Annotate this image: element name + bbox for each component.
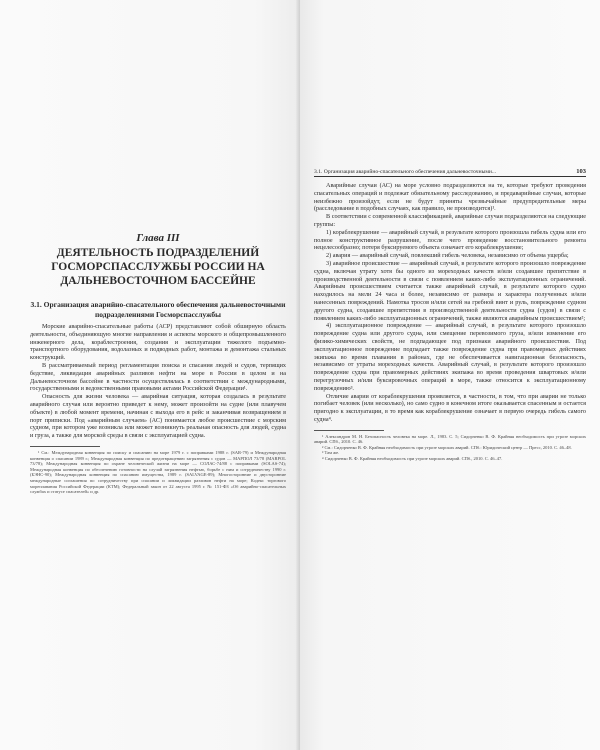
paragraph: Морские аварийно-спасательные работы (АСР) представляют собой обширную область деятельности, объединяющую многие направления и аспекты морского и общепромышленного инженерного дела, кораблестроения, создания и эксплуатации тяжелого подъемно-транспортного оборудования, водолазных и подводных работ, монтажа и демонтажа стальных конструкций. [30,323,286,362]
paragraph: 2) авария — аварийный случай, повлекший гибель человека, независимо от объема ущерба; [326,252,569,260]
footnote: ¹ Александров М. Н. Безопасность человека на море. Л., 1983. С. 5; Сидорченко В. Ф. Крайняя необходимость при угрозе морских аварий. СПб., 2010. С. 46. [314,433,586,445]
chapter-label: Глава III [136,232,180,244]
footnote: ¹ См.: Международная конвенция по поиску и спасанию на море 1979 г. с поправками 1988 г. (SAR-79) и Международная конвенция о спасании 1989 г.; Международная конвенция по предотвращению загрязнения с судов — МАРПОЛ 73/78 (MARPOL 73/78); Международная конвенция по охране человеческой жизни на море — СОЛАС-74/88 с поправками (SOLAS-74); Международная конвенция по обеспечению готовности на случай загрязнения нефтью, борьбе с ним и сотрудничеству 1990 г. (БЭНС-90); Международная конвенция по спасанию имущества, 1989 г. (SALVAGE-89); Многосторонние и двусторонние международные соглашения по сотрудничеству при спасании и ликвидации разливов нефти на море; Кодекс торгового мореплавания Российской Федерации (КТМ); Федеральный закон от 22 августа 1995 г. № 151-ФЗ «Об аварийно-спасательных службах и статусе спасателей» и др. [30,449,286,495]
running-head-text: 3.1. Организация аварийно-спасательного обеспечения дальневосточными... [314,169,497,175]
paragraph: В рассматриваемый период регламентация поиска и спасания людей и судов, терпящих бедствие, ликвидация аварийных разливов нефти на море в России в целом и на Дальневосточном бассейне в частности осуществлялась в соответствии с международными, государственными и ведомственными правовыми актами Российской Федерации¹. [30,361,286,393]
footnote-divider [314,430,384,431]
section-title: 3.1. Организация аварийно-спасательного обеспечения дальневосточными подразделениями Госморспасслужбы [30,300,286,319]
paragraph: Опасность для жизни человека — аварийная ситуация, которая создалась в результате аварийного случая или вероятно приведет к нему, может произойти на судне (или плавучем объекте) в любой момент времени, начиная с выхода его в рейс и заканчивая возвращением в порт приписки. Под «аварийным случаем» (АС) понимается любое происшествие с морским судном, при котором уже возникла или может возникнуть реальная опасность для людей, судна и груза, а также для морской среды в связи с эксплуатацией судна. [30,393,286,440]
paragraph: 3) аварийное происшествие — аварийный случай, в результате которого произошло повреждение судна, включая утрату хотя бы одного из мореходных качеств и/или создавшее препятствие в производственной деятельности в связи с появлением каких-либо эксплуатационных ограничений. Аварийным происшествием считается также аварийный случай, в результате которого судно находилось на мели 24 часа и более, независимо от размера и характера полученных и/или нанесенных повреждений. Намотка тросов и/или сетей на гребной винт и руль, повреждение судном другого судна, создавшее препятствия в производственной деятельности судна (судов) в связи с появлением каких-либо эксплуатационных ограничений, также являются аварийным происшествием²; [314,259,586,322]
paragraph: В соответствии с современной классификацией, аварийные случаи подразделяются на следующие группы: [314,213,586,228]
running-header [314,168,586,177]
right-page [300,0,600,750]
paragraph: Отличие аварии от кораблекрушения проявляется, в частности, в том, что при аварии не только погибает человек (или несколько), но само судно в конечном итоге оказывается спасенным и остается пригодно к эксплуатации, в то время как кораблекрушение означает в первую очередь гибель самого судна⁴. [314,392,586,423]
paragraph: 1) кораблекрушение — аварийный случай, в результате которого произошла гибель судна или его полное конструктивное разрушение, после чего проведение восстановительного ремонта нецелесообразно; потеря буксируемого объекта означает его кораблекрушение; [314,228,586,252]
footnote: ⁴ Сидорченко В. Ф. Крайняя необходимость при угрозе морских аварий. СПб., 2010. С. 46–47. [322,456,503,462]
page-number: 103 [576,168,586,175]
footnote-divider [30,446,100,447]
chapter-title: ДЕЯТЕЛЬНОСТЬ ПОДРАЗДЕЛЕНИЙ ГОСМОРСПАССЛУЖБЫ РОССИИ НА ДАЛЬНЕВОСТОЧНОМ БАССЕЙНЕ [51,247,265,287]
footnote: ² См.: Сидорченко В. Ф. Крайняя необходимость при угрозе морских аварий. СПб.: Юридический центр — Пресс, 2010. С. 46–48. [322,444,572,450]
paragraph: 4) эксплуатационное повреждение — аварийный случай, в результате которого произошло повреждение судна или другого судна, или смещение перевозимого груза, и/или изменение его физико-химических свойств, не подпадающее под признаки аварийного происшествия. Под эксплуатационное повреждение подпадает также повреждение судна при правомерных действиях экипажа во время плавания в районах, где не обеспечивается навигационная безопасность, независимо от утраты мореходных качеств. Аварийный случай, в результате которого произошло повреждение судна при правомерных действиях экипажа во время проведения швартовых и/или перегрузочных и/или буксировочных операций в море, также относится к эксплуатационному повреждению³. [314,322,586,392]
footnote: ³ Там же. [322,450,340,456]
paragraph: Аварийные случаи (АС) на море условно подразделяются на те, которые требуют проведения спасательных операций и подлежат обязательному расследованию, и предаварийные случаи, которые неизбежно произойдут, если не будут приняты чрезвычайные предупредительные меры (расследование в подобных случаях, как правило, не производится)¹. [314,182,586,213]
